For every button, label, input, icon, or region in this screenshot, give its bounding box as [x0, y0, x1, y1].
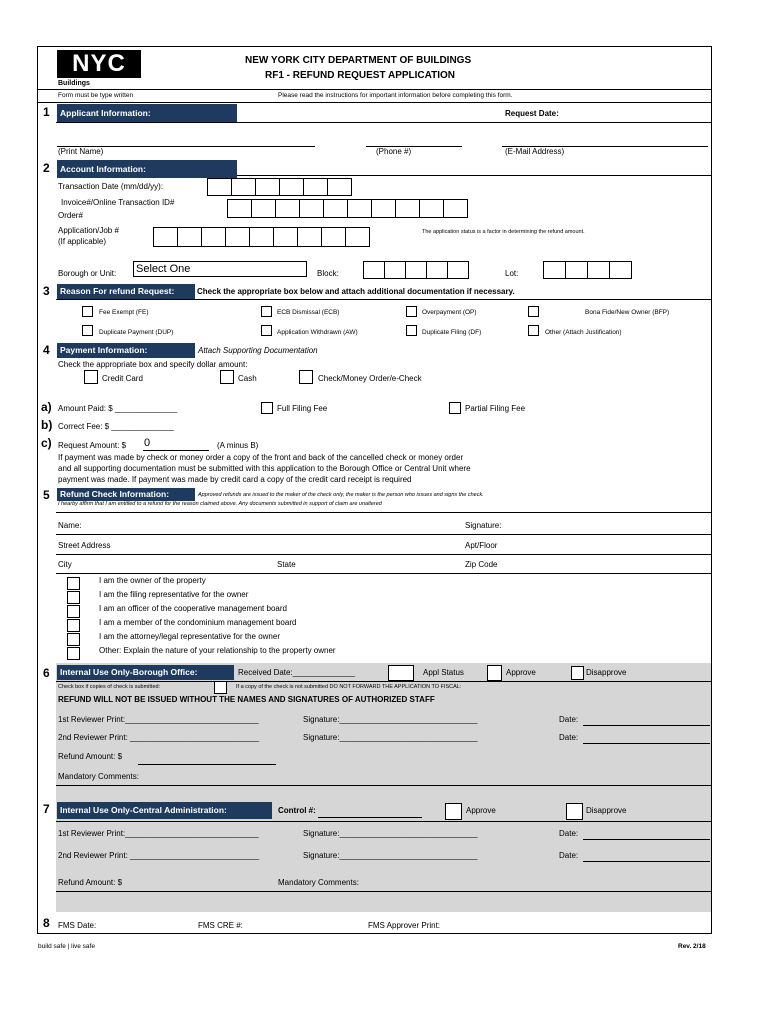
credit-card-label: Credit Card	[102, 374, 143, 383]
ecb-label: ECB Dismissal (ECB)	[277, 309, 340, 316]
check-money-order-label: Check/Money Order/e-Check	[318, 374, 422, 383]
credit-card-checkbox[interactable]	[84, 370, 98, 384]
form-agency-title: NEW YORK CITY DEPARTMENT OF BUILDINGS	[245, 55, 472, 66]
cash-label: Cash	[238, 374, 257, 383]
borough-label: Borough or Unit:	[58, 269, 117, 278]
reviewer2-date-field-6[interactable]	[583, 743, 710, 744]
reviewer1-print-7[interactable]: 1st Reviewer Print:______________________________	[58, 829, 259, 838]
logo-buildings: Buildings	[58, 80, 90, 87]
check-copies-checkbox[interactable]	[214, 681, 227, 694]
section-number-7: 7	[43, 802, 50, 816]
no-copy-warning: If a copy of the check is not submitted DO NOT FORWARD THE APPLICATION TO FISCAL:	[236, 684, 462, 690]
invoice-boxes[interactable]	[227, 199, 467, 218]
name-label: Name:	[58, 521, 82, 530]
disapprove-label-7: Disapprove	[586, 806, 627, 815]
payment-paragraph-3: payment was made. If payment was made by credit card a copy of the credit card receipt is required	[58, 475, 412, 484]
transaction-date-boxes[interactable]	[207, 178, 351, 196]
app-status-note: The application status is a factor in determining the refund amount.	[422, 229, 585, 235]
partial-filing-fee-label: Partial Filing Fee	[465, 404, 526, 413]
street-address-label: Street Address	[58, 541, 111, 550]
cash-checkbox[interactable]	[220, 370, 234, 384]
overpayment-checkbox[interactable]	[406, 306, 417, 317]
item-a-label: a)	[41, 400, 52, 414]
disapprove-box-7[interactable]	[566, 803, 583, 820]
role-filing-rep-label: I am the filing representative for the owner	[99, 590, 249, 599]
appl-status-label: Appl Status	[423, 668, 464, 677]
item-b-label: b)	[41, 418, 53, 432]
payment-instructions: Check the appropriate box and specify dollar amount:	[58, 360, 248, 369]
approve-label-7: Approve	[466, 806, 496, 815]
section-title-account: Account Information:	[57, 160, 237, 178]
refund-amount-6: Refund Amount: $	[58, 752, 123, 761]
reviewer1-date-field-7[interactable]	[583, 839, 710, 840]
full-filing-fee-label: Full Filing Fee	[277, 404, 328, 413]
fms-approver-label: FMS Approver Print:	[368, 921, 441, 930]
role-condo-member-checkbox[interactable]	[67, 619, 80, 632]
disapprove-label-6: Disapprove	[586, 668, 627, 677]
reviewer1-date-label-6: Date:	[559, 715, 579, 724]
section-number-8: 8	[43, 916, 50, 930]
state-label: State	[277, 560, 296, 569]
ecb-checkbox[interactable]	[261, 306, 272, 317]
lot-boxes[interactable]	[543, 261, 631, 279]
received-date-field[interactable]: Received Date:______________	[238, 668, 355, 677]
fee-exempt-checkbox[interactable]	[82, 306, 93, 317]
reviewer1-signature-6[interactable]: Signature:_______________________________	[303, 715, 478, 724]
section-number-1: 1	[43, 105, 50, 119]
control-number-field[interactable]	[318, 817, 422, 818]
role-attorney-checkbox[interactable]	[67, 633, 80, 646]
application-job-boxes[interactable]	[153, 227, 369, 247]
fms-cre-label: FMS CRE #:	[198, 921, 243, 930]
check-copies-label: Check box if copies of check is submitted:	[58, 684, 161, 690]
other-reason-label: Other (Attach Justification)	[545, 329, 622, 336]
city-label: City	[58, 560, 72, 569]
reviewer2-signature-6[interactable]: Signature:_______________________________	[303, 733, 478, 742]
request-amount-value[interactable]: 0	[144, 437, 151, 449]
section-title-applicant: Applicant Information:	[57, 104, 237, 122]
print-name-label: (Print Name)	[58, 147, 104, 156]
role-filing-rep-checkbox[interactable]	[67, 591, 80, 604]
request-date-label: Request Date:	[505, 109, 559, 118]
comments-label-6: Mandatory Comments:	[58, 772, 139, 781]
block-label: Block:	[317, 269, 339, 278]
amount-paid-field[interactable]: Amount Paid: $ ______________	[58, 404, 178, 413]
received-date-box[interactable]	[388, 665, 414, 681]
item-c-label: c)	[41, 436, 52, 450]
check-money-order-checkbox[interactable]	[299, 370, 313, 384]
transaction-date-label: Transaction Date (mm/dd/yy):	[58, 182, 164, 191]
duplicate-payment-label: Duplicate Payment (DUP)	[99, 329, 174, 336]
duplicate-payment-checkbox[interactable]	[82, 325, 93, 336]
role-attorney-label: I am the attorney/legal representative for the owner	[99, 632, 280, 641]
role-other-label: Other: Explain the nature of your relationship to the property owner	[99, 646, 336, 655]
reviewer1-signature-7[interactable]: Signature:_______________________________	[303, 829, 478, 838]
form-title: RF1 - REFUND REQUEST APPLICATION	[265, 70, 456, 81]
payment-paragraph-2: and all supporting documentation must be submitted with this application to the Borough Office or Central Unit where	[58, 464, 471, 473]
approve-box-6[interactable]	[487, 665, 502, 681]
duplicate-filing-checkbox[interactable]	[406, 325, 417, 336]
section-number-6: 6	[43, 666, 50, 680]
other-reason-checkbox[interactable]	[528, 325, 539, 336]
reviewer1-print-6[interactable]: 1st Reviewer Print:______________________________	[58, 715, 259, 724]
reviewer2-print-7[interactable]: 2nd Reviewer Print: _____________________________	[58, 851, 260, 860]
refund-amount-field-6[interactable]	[138, 764, 276, 765]
request-amount-label: Request Amount: $	[58, 441, 127, 450]
email-label: (E-Mail Address)	[505, 147, 565, 156]
section-number-3: 3	[43, 284, 50, 298]
app-job-sub-label: (If applicable)	[58, 237, 107, 246]
correct-fee-field[interactable]: Correct Fee: $ ______________	[58, 422, 174, 431]
role-owner-checkbox[interactable]	[67, 577, 80, 590]
reviewer1-date-field-6[interactable]	[583, 725, 710, 726]
attach-doc-note: Attach Supporting Documentation	[198, 346, 318, 355]
overpayment-label: Overpayment (OP)	[422, 309, 477, 316]
app-job-label: Application/Job #	[58, 226, 119, 235]
affirmation-text: I hearby affirm that I am entitled to a refund for the reason claimed above. Any documents submitted in support of claim are unaltered	[58, 501, 382, 507]
invoice-label: Invoice#/Online Transaction ID#	[61, 198, 175, 207]
reviewer1-date-label-7: Date:	[559, 829, 579, 838]
reviewer2-signature-7[interactable]: Signature:_______________________________	[303, 851, 478, 860]
section-title-payment: Payment Information:	[57, 343, 195, 358]
payment-paragraph-1: If payment was made by check or money order a copy of the front and back of the cancelled check or money order	[58, 453, 464, 462]
block-boxes[interactable]	[363, 261, 468, 279]
phone-label: (Phone #)	[376, 147, 412, 156]
role-coop-officer-checkbox[interactable]	[67, 605, 80, 618]
bona-fide-checkbox[interactable]	[528, 306, 539, 317]
app-withdrawn-label: Application Withdrawn (AW)	[277, 329, 358, 336]
lot-label: Lot:	[505, 269, 519, 278]
reviewer2-print-6[interactable]: 2nd Reviewer Print: _____________________________	[58, 733, 260, 742]
apt-floor-label: Apt/Floor	[465, 541, 498, 550]
footer-tagline: build safe | live safe	[38, 943, 95, 950]
borough-select[interactable]: Select One	[133, 261, 307, 277]
approve-label-6: Approve	[506, 668, 536, 677]
section-title-reason: Reason For refund Request:	[57, 284, 195, 299]
typewritten-note: Form must be type written	[58, 92, 134, 99]
fee-exempt-label: Fee Exempt (FE)	[99, 309, 149, 316]
bona-fide-label: Bona Fide/New Owner (BFP)	[585, 309, 670, 316]
reviewer2-date-label-6: Date:	[559, 733, 579, 742]
section-title-central-admin: Internal Use Only-Central Administration:	[57, 802, 272, 819]
comments-label-7: Mandatory Comments:	[278, 878, 359, 887]
section-title-refund-check: Refund Check Information:	[57, 488, 195, 501]
section-number-5: 5	[43, 488, 50, 502]
reviewer2-date-field-7[interactable]	[583, 861, 710, 862]
role-condo-member-label: I am a member of the condominium management board	[99, 618, 297, 627]
role-other-checkbox[interactable]	[67, 647, 80, 660]
refund-amount-7: Refund Amount: $	[58, 878, 123, 887]
revision-label: Rev. 2/18	[678, 943, 706, 950]
full-filing-fee-checkbox[interactable]	[261, 402, 273, 414]
refund-check-note: Approved refunds are issued to the maker of the check only, the maker is the person who issues and signs the check.	[198, 492, 484, 498]
disapprove-checkbox-6[interactable]	[571, 666, 584, 680]
control-number-label: Control #:	[278, 806, 316, 815]
approve-box-7[interactable]	[445, 803, 462, 820]
nyc-logo: NYC	[57, 50, 141, 78]
partial-filing-fee-checkbox[interactable]	[449, 402, 461, 414]
section-number-4: 4	[43, 343, 50, 357]
zip-label: Zip Code	[465, 560, 498, 569]
role-coop-officer-label: I am an officer of the cooperative management board	[99, 604, 287, 613]
order-label: Order#	[58, 211, 83, 220]
role-owner-label: I am the owner of the property	[99, 576, 206, 585]
duplicate-filing-label: Duplicate Filing (DF)	[422, 329, 482, 336]
app-withdrawn-checkbox[interactable]	[261, 325, 272, 336]
no-issue-warning: REFUND WILL NOT BE ISSUED WITHOUT THE NAMES AND SIGNATURES OF AUTHORIZED STAFF	[58, 695, 435, 704]
request-amount-formula: (A minus B)	[217, 441, 259, 450]
reviewer2-date-label-7: Date:	[559, 851, 579, 860]
instructions-note: Please read the instructions for important information before completing this form.	[278, 92, 513, 99]
signature-label: Signature:	[465, 521, 502, 530]
section-number-2: 2	[43, 161, 50, 175]
section-title-borough-office: Internal Use Only-Borough Office:	[57, 665, 234, 680]
fms-date-label: FMS Date:	[58, 921, 97, 930]
reason-instructions: Check the appropriate box below and attach additional documentation if necessary.	[197, 287, 515, 296]
